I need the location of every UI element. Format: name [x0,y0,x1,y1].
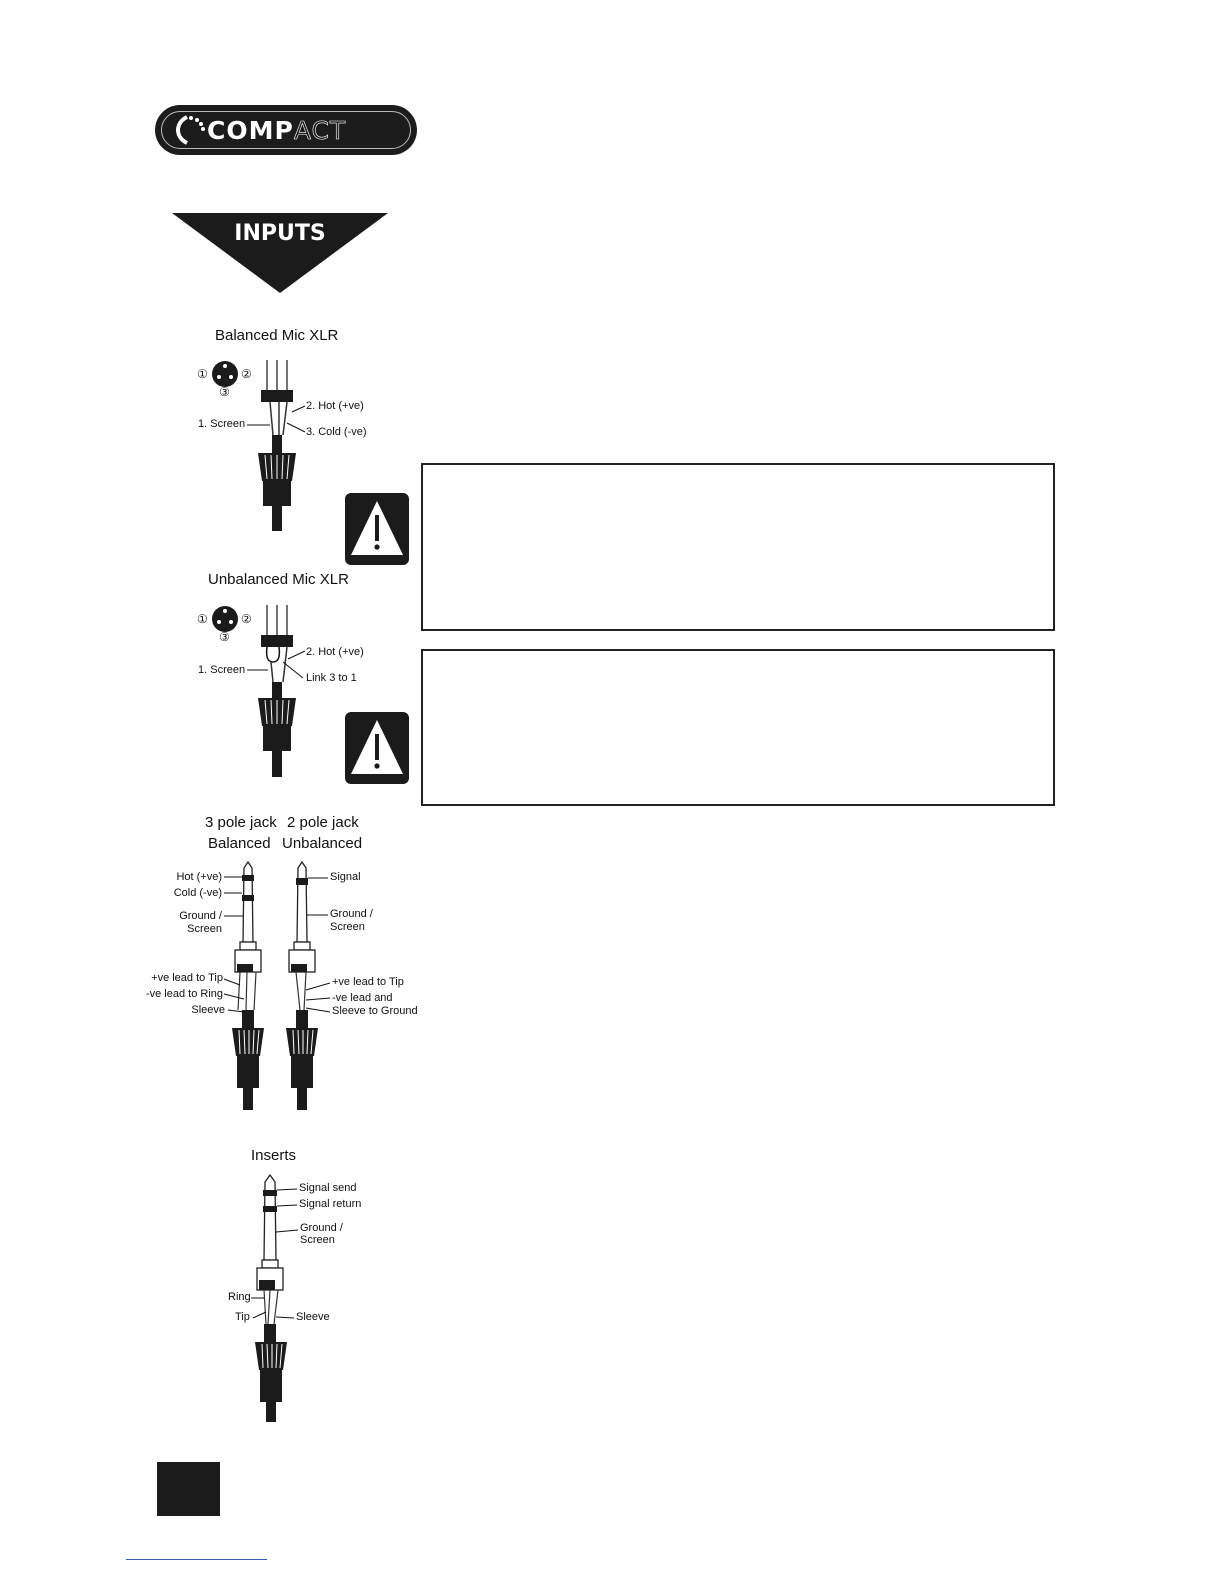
jack-ground-left-2: Screen [187,923,222,935]
brand-logo [157,107,415,153]
jack-minus-lead-right: -ve lead and [332,992,393,1004]
balanced-pin1: ① [197,367,208,381]
inserts-ring-label: Ring [228,1291,251,1303]
jack-plus-tip-right: +ve lead to Tip [332,976,404,988]
warning-icon [345,493,409,565]
jack-3pole-title: 3 pole jack [205,814,277,831]
footer-rule [126,1559,267,1560]
logo-text-light: ACT [293,116,347,145]
warning-icon [345,712,409,784]
jack-minus-ring-left: -ve lead to Ring [145,988,223,1000]
jack-ground-right-1: Ground / [330,908,373,920]
inserts-sleeve-label: Sleeve [296,1311,330,1323]
unbalanced-screen-label: 1. Screen [198,664,246,676]
logo-text-bold: COMP [207,116,294,145]
unbalanced-pin1: ① [197,612,208,626]
jack-2pole-title: 2 pole jack [287,814,359,831]
unbalanced-link-label: Link 3 to 1 [306,672,357,684]
jack-unbalanced-subtitle: Unbalanced [282,835,363,852]
unbalanced-xlr-title: Unbalanced Mic XLR [208,571,349,588]
jack-ground-left-1: Ground / [179,910,222,922]
balanced-pin2: ② [241,367,252,381]
inserts-title: Inserts [251,1147,297,1164]
jack-ground-right-2: Screen [330,921,365,933]
balanced-pin3: ③ [219,385,230,399]
logo-arc-icon [169,113,209,147]
warning-box-2 [421,649,1055,806]
jack-sleeve-left: Sleeve [191,1004,225,1016]
jack-balanced-subtitle: Balanced [208,835,271,852]
inserts-send-label: Signal send [299,1182,357,1194]
inserts-tip-label: Tip [235,1311,250,1323]
jack-hot-label: Hot (+ve) [176,871,222,883]
unbalanced-pin3: ③ [219,630,230,644]
unbalanced-pin2: ② [241,612,252,626]
logo-text [207,116,346,145]
jack-cold-label: Cold (-ve) [173,887,222,899]
balanced-xlr-title: Balanced Mic XLR [215,327,339,344]
inserts-ground-2: Screen [300,1234,335,1246]
unbalanced-hot-label: 2. Hot (+ve) [306,646,364,658]
balanced-cold-label: 3. Cold (-ve) [306,426,367,438]
inserts-ground-1: Ground / [300,1222,343,1234]
inserts-return-label: Signal return [299,1198,362,1210]
jack-plus-tip-left: +ve lead to Tip [151,972,223,984]
warning-box-1 [421,463,1055,631]
page-number-block [157,1462,220,1516]
jack-sleeve-ground-right: Sleeve to Ground [332,1005,418,1017]
section-title: INPUTS [234,221,326,246]
jack-signal-label: Signal [330,871,361,883]
balanced-hot-label: 2. Hot (+ve) [306,400,364,412]
balanced-screen-label: 1. Screen [198,418,246,430]
